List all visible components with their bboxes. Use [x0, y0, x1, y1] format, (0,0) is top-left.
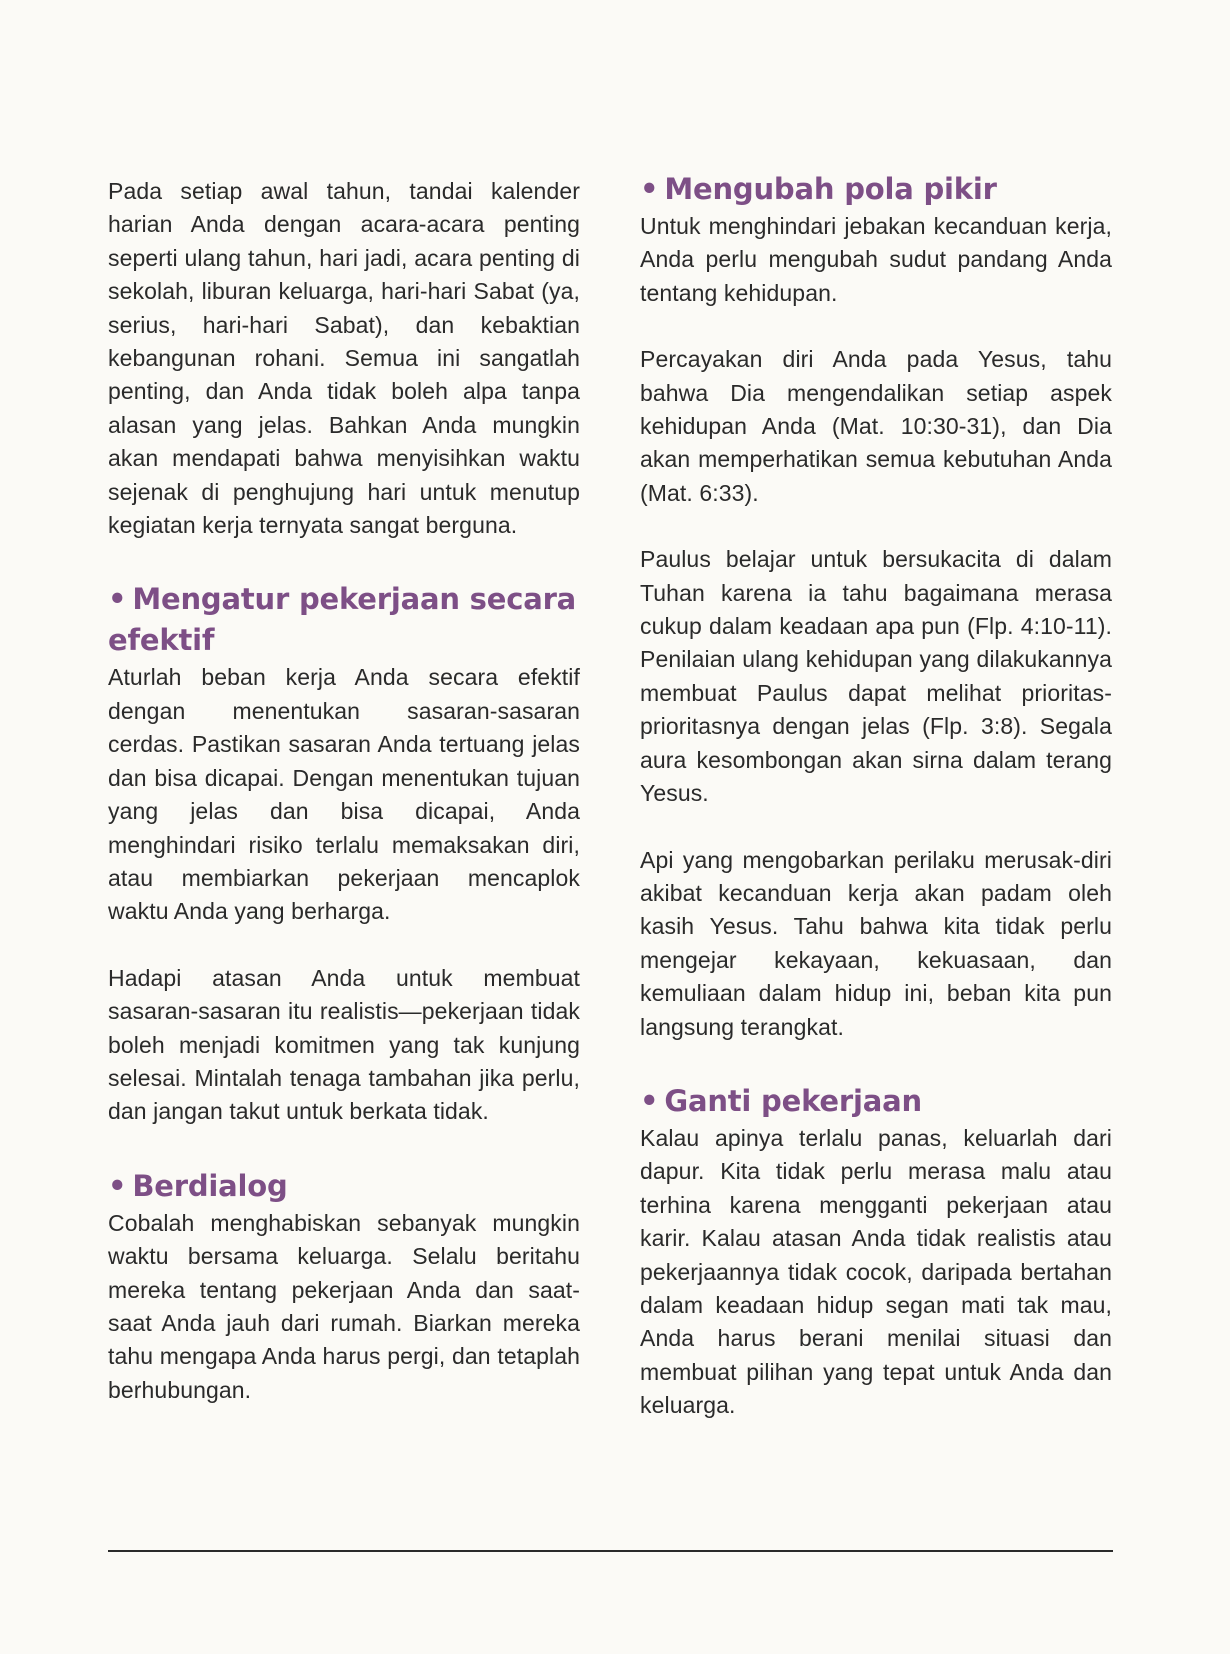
heading-ganti-pekerjaan	[640, 1081, 1112, 1122]
right-column	[640, 172, 1112, 1423]
intro-paragraph: Pada setiap awal tahun, tandai kalender harian Anda dengan acara-acara penting seperti ulang tahun, hari jadi, acara penting di sekolah, liburan keluarga, hari-hari Sabat (ya, serius, hari-hari Sabat), dan kebaktian kebangunan rohani. Semua ini sangatlah penting, dan Anda tidak boleh alpa tanpa alasan yang jelas. Bahkan Anda mungkin akan mendapati bahwa menyisihkan waktu sejenak di penghujung hari untuk menutup kegiatan kerja ternyata sangat berguna.	[108, 178, 580, 539]
paragraph: Aturlah beban kerja Anda secara efektif dengan menentukan sasaran-sasaran cerdas. Pastikan sasaran Anda tertuang jelas dan bisa dicapai. Dengan menentukan tujuan yang jelas dan bisa dicapai, Anda menghindari risiko terlalu memaksakan diri, atau membiarkan pekerjaan mencaplok waktu Anda yang berharga.	[108, 664, 580, 925]
heading-text: Mengubah pola pikir	[664, 172, 997, 206]
bullet-icon: •	[640, 172, 659, 206]
heading-berdialog	[108, 1166, 580, 1207]
heading-text: Berdialog	[132, 1168, 288, 1203]
bullet-icon: •	[108, 582, 127, 617]
paragraph: Paulus belajar untuk bersukacita di dalam Tuhan karena ia tahu bagaimana merasa cukup dalam keadaan apa pun (Flp. 4:10-11). Penilaian ulang kehidupan yang dilakukannya membuat Paulus dapat melihat prioritas-prioritasnya dengan jelas (Flp. 3:8). Segala aura kesombongan akan sirna dalam terang Yesus.	[640, 546, 1112, 807]
heading-text: Ganti pekerjaan	[664, 1083, 922, 1118]
left-column	[108, 175, 580, 1407]
paragraph: Hadapi atasan Anda untuk membuat sasaran-sasaran itu realistis—pekerjaan tidak boleh menjadi komitmen yang tak kunjung selesai. Mintalah tenaga tambahan jika perlu, dan jangan takut untuk berkata tidak.	[108, 964, 580, 1125]
bullet-icon: •	[108, 1168, 127, 1203]
bullet-icon: •	[640, 1083, 659, 1118]
paragraph: Kalau apinya terlalu panas, keluarlah dari dapur. Kita tidak perlu merasa malu atau terhina karena mengganti pekerjaan atau karir. Kalau atasan Anda tidak realistis atau pekerjaannya tidak cocok, daripada bertahan dalam keadaan hidup segan mati tak mau, Anda harus berani menilai situasi dan membuat pilihan yang tepat untuk Anda dan keluarga.	[640, 1124, 1112, 1419]
paragraph: Untuk menghindari jebakan kecanduan kerja, Anda perlu mengubah sudut pandang Anda tentang kehidupan.	[640, 213, 1112, 306]
footer-divider	[108, 1550, 1113, 1552]
heading-mengubah-pola-pikir	[640, 169, 1112, 210]
paragraph: Cobalah menghabiskan sebanyak mungkin waktu bersama keluarga. Selalu beritahu mereka tentang pekerjaan Anda dan saat-saat Anda jauh dari rumah. Biarkan mereka tahu mengapa Anda harus pergi, dan tetaplah berhubungan.	[108, 1209, 580, 1403]
paragraph: Percayakan diri Anda pada Yesus, tahu bahwa Dia mengendalikan setiap aspek kehidupan Anda (Mat. 10:30-31), dan Dia akan memperhatikan semua kebutuhan Anda (Mat. 6:33).	[640, 346, 1112, 506]
paragraph: Api yang mengobarkan perilaku merusak-diri akibat kecanduan kerja akan padam oleh kasih Yesus. Tahu bahwa kita tidak perlu mengejar kekayaan, kekuasaan, dan kemuliaan dalam hidup ini, beban kita pun langsung terangkat.	[640, 846, 1112, 1040]
heading-mengatur-pekerjaan	[108, 579, 580, 661]
heading-text: Mengatur pekerjaan secara efektif	[108, 582, 577, 658]
